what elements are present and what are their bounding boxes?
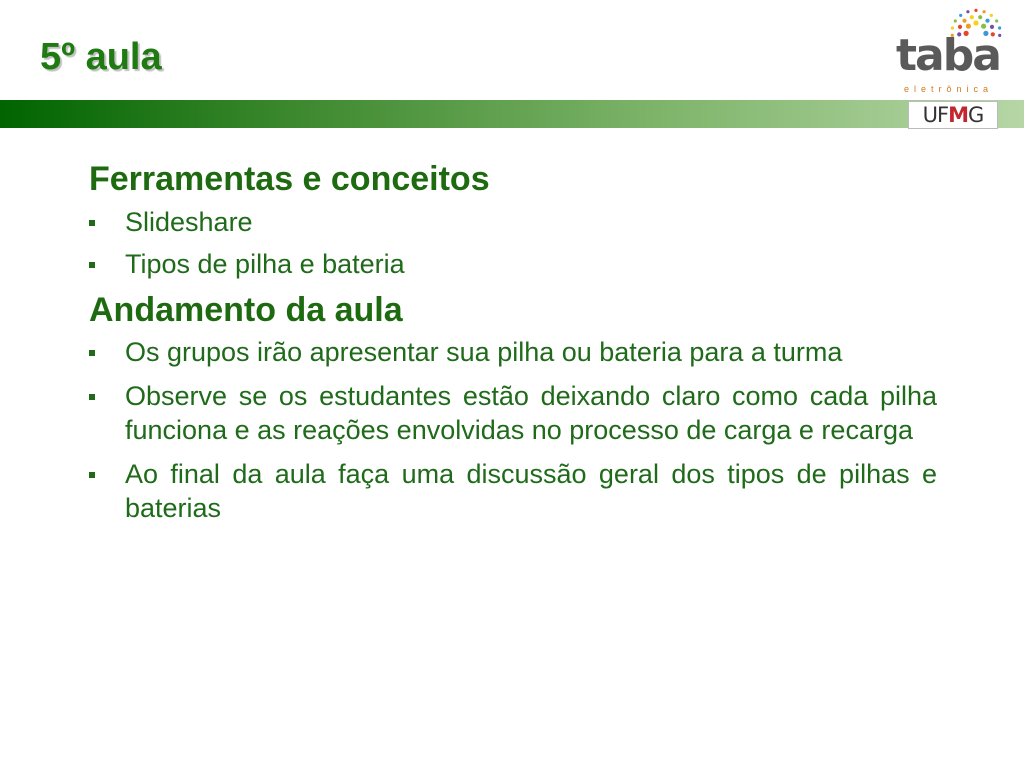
logo-burst-dot — [981, 24, 986, 29]
bullet-item: Observe se os estudantes estão deixando claro como cada pilha funciona e as reações envolvidas no processo de carga e recarga — [89, 379, 937, 447]
logo-burst-dot — [966, 10, 969, 13]
logo-burst-dot — [983, 10, 986, 13]
logo-institution-right: G — [968, 103, 984, 127]
slide-title: 5º aula — [40, 36, 162, 78]
bullet-item: Ao final da aula faça uma discussão geral dos tipos de pilhas e baterias — [89, 457, 937, 525]
bullet-item: Os grupos irão apresentar sua pilha ou bateria para a turma — [89, 335, 937, 369]
bullet-list-progress — [89, 335, 937, 525]
logo-burst-dot — [966, 24, 971, 29]
logo-burst-dot — [962, 19, 966, 23]
logo-burst-dot — [958, 25, 962, 29]
bullet-item: Slideshare — [89, 205, 937, 239]
bullet-list-tools — [89, 205, 937, 281]
section-heading-progress: Andamento da aula — [89, 290, 403, 329]
logo-burst-dot — [974, 9, 977, 12]
logo-burst-dot — [978, 15, 982, 19]
logo-burst-dot — [995, 19, 998, 22]
logo-burst-dot — [985, 19, 989, 23]
logo-institution — [908, 101, 998, 129]
bullet-item: Tipos de pilha e bateria — [89, 247, 937, 281]
logo-burst-dot — [973, 20, 978, 25]
logo-burst-dot — [959, 14, 962, 17]
logo-wordmark: taba — [896, 30, 1000, 81]
title-underline-bar — [0, 100, 1024, 128]
logo-burst-dot — [954, 19, 957, 22]
logo-burst-dot — [970, 15, 974, 19]
logo-burst-dot — [990, 25, 994, 29]
logo-subtitle: eletrônica — [904, 84, 994, 94]
slide-content — [89, 158, 937, 535]
taba-ufmg-logo — [880, 0, 1024, 130]
section-heading-tools: Ferramentas e conceitos — [89, 160, 490, 198]
logo-institution-left: UF — [922, 103, 949, 127]
logo-burst-dot — [990, 14, 993, 17]
logo-institution-mark: M — [948, 103, 969, 127]
